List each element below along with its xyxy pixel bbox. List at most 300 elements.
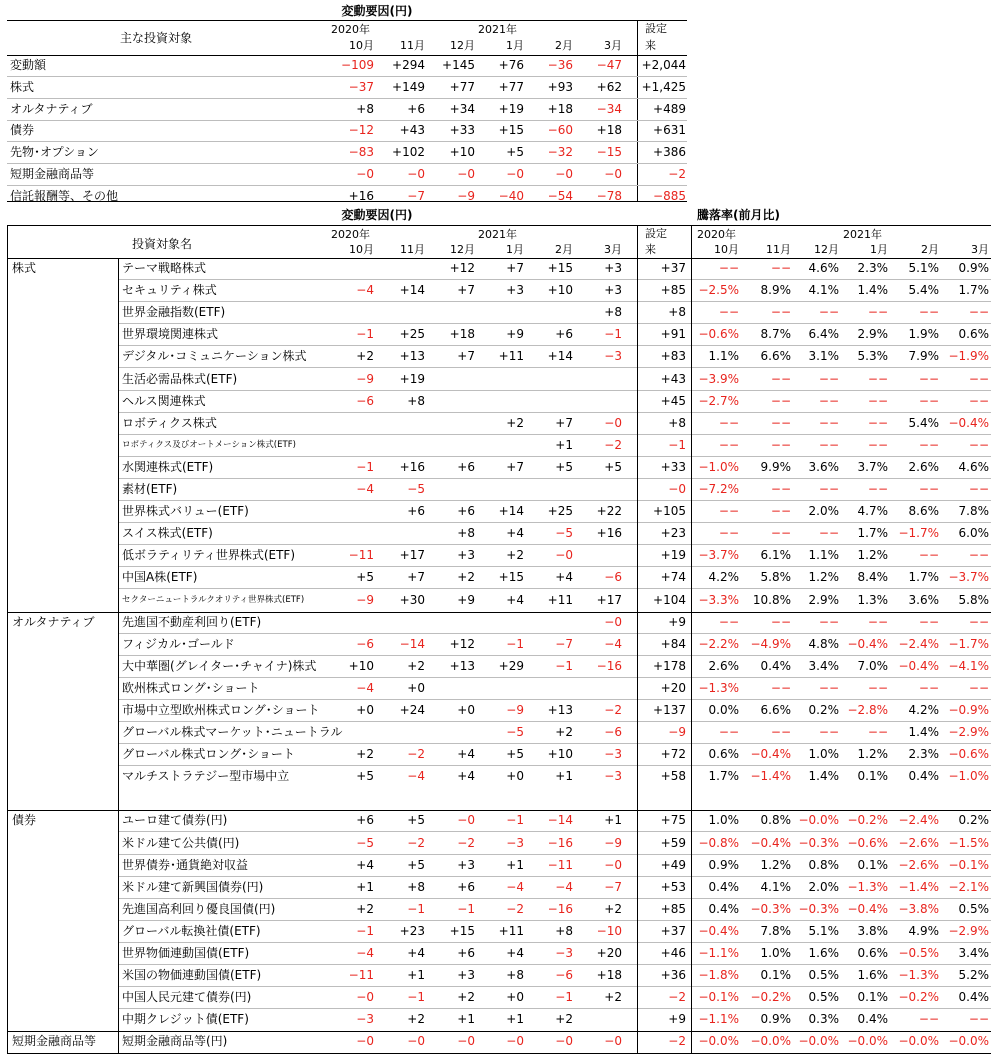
row-rule	[118, 633, 991, 634]
return-rate: −−	[718, 305, 739, 320]
summary-row-label: 債券	[10, 123, 35, 138]
variation-value: −4	[604, 636, 622, 651]
return-rate: −0.0%	[698, 1034, 739, 1049]
return-rate: 0.1%	[857, 990, 888, 1005]
return-rate: 1.7%	[857, 526, 888, 541]
return-rate: −0.3%	[798, 835, 839, 850]
variation-value: +17	[596, 592, 622, 607]
summary-value: +62	[596, 79, 622, 94]
investment-name: ロボティクス及びオートメーション株式(ETF)	[122, 439, 296, 450]
return-rate: 5.4%	[908, 283, 939, 298]
variation-value: −6	[356, 393, 374, 408]
variation-value: +10	[547, 747, 573, 762]
variation-value: −0	[457, 813, 475, 828]
return-rate: 2.3%	[857, 261, 888, 275]
row-rule	[118, 456, 991, 457]
summary-since-value: +1,425	[641, 79, 686, 94]
return-rate: −−	[770, 526, 791, 541]
variation-value: +23	[399, 923, 425, 938]
variation-value: +1	[506, 1012, 524, 1027]
since-inception-value: +36	[660, 968, 686, 983]
summary-value: −7	[407, 188, 425, 203]
variation-value: +2	[407, 1012, 425, 1027]
return-rate: −−	[968, 437, 989, 452]
variation-value: −11	[348, 968, 374, 983]
return-rate: −−	[770, 305, 791, 320]
investment-name: 先進国高利回り優良国債(円)	[122, 901, 276, 916]
summary-since-divider	[637, 20, 638, 202]
variation-value: +30	[399, 592, 425, 607]
return-rate: −1.8%	[698, 968, 739, 983]
variation-value: +20	[596, 946, 622, 960]
category-rule	[7, 612, 991, 613]
summary-row-label: 短期金融商品等	[10, 167, 95, 181]
rate-month-header: 12月	[814, 243, 839, 256]
variation-value: −2	[407, 747, 425, 762]
variation-value: −4	[356, 283, 374, 298]
row-rule	[118, 522, 991, 523]
row-rule	[118, 566, 991, 567]
return-rate: −0.0%	[798, 1034, 839, 1049]
variation-value: −1	[356, 327, 374, 342]
return-rate: −1.4%	[898, 879, 939, 894]
return-rate: −−	[867, 725, 888, 740]
return-rate: 1.0%	[808, 747, 839, 762]
detail-month-header: 2月	[555, 243, 573, 256]
summary-value: −0	[356, 167, 374, 181]
summary-month-header: 11月	[400, 39, 425, 52]
return-rate: 4.1%	[760, 879, 791, 894]
return-rate: 2.0%	[808, 879, 839, 894]
variation-value: −14	[399, 636, 425, 651]
variation-value: −5	[356, 835, 374, 850]
return-rate: 0.3%	[808, 1012, 839, 1027]
return-rate: −−	[867, 680, 888, 695]
return-rate: −0.3%	[750, 901, 791, 916]
return-rate: −1.3%	[898, 968, 939, 983]
return-rate: −−	[818, 680, 839, 695]
return-rate: −2.4%	[898, 636, 939, 651]
detail-name-divider	[118, 258, 119, 1053]
investment-name: グローバル株式マーケット･ニュートラル	[122, 725, 343, 740]
since-inception-value: −2	[668, 990, 686, 1005]
return-rate: −0.4%	[750, 747, 791, 762]
variation-value: +7	[506, 459, 524, 474]
since-inception-value: +59	[660, 835, 686, 850]
return-rate: −−	[770, 261, 791, 275]
return-rate: 3.6%	[808, 459, 839, 474]
return-rate: −−	[867, 437, 888, 452]
return-rate: −2.8%	[847, 703, 888, 717]
variation-value: +6	[407, 504, 425, 519]
return-rate: 7.8%	[958, 504, 989, 519]
variation-value: +1	[555, 769, 573, 784]
variation-value: −0	[506, 1034, 524, 1049]
summary-bottom-rule	[7, 201, 687, 202]
variation-value: −0	[555, 1034, 573, 1049]
return-rate: 0.5%	[808, 968, 839, 983]
category-label: オルタナティブ	[12, 614, 95, 629]
row-rule	[118, 942, 991, 943]
summary-header-bottom-rule	[7, 55, 687, 56]
return-rate: −−	[770, 482, 791, 496]
since-inception-value: +91	[660, 327, 686, 342]
variation-value: +5	[604, 459, 622, 474]
return-rate: −−	[718, 504, 739, 519]
return-rate: −−	[818, 305, 839, 320]
summary-row-rule	[7, 185, 687, 186]
investment-name: セクターニュートラルクオリティ世界株式(ETF)	[122, 594, 305, 605]
return-rate: −−	[867, 614, 888, 629]
investment-name: セキュリティ株式	[122, 283, 217, 298]
row-rule	[118, 699, 991, 700]
summary-value: +8	[356, 101, 374, 116]
summary-since-value: +489	[653, 101, 686, 116]
variation-value: +6	[457, 946, 475, 960]
return-rate: −−	[918, 371, 939, 386]
variation-value: +3	[604, 283, 622, 298]
variation-value: −4	[506, 879, 524, 894]
variation-value: +8	[604, 305, 622, 320]
return-rate: −2.9%	[948, 923, 989, 938]
return-rate: 1.2%	[760, 857, 791, 872]
variation-value: +2	[506, 415, 524, 430]
variation-value: +4	[457, 769, 475, 784]
return-rate: 6.1%	[760, 548, 791, 563]
detail-title: 変動要因(円)	[341, 208, 413, 222]
variation-value: −3	[356, 1012, 374, 1027]
variation-value: +3	[457, 857, 475, 872]
return-rate: −3.9%	[698, 371, 739, 386]
variation-value: −0	[457, 1034, 475, 1049]
since-inception-value: +23	[660, 526, 686, 541]
variation-value: −0	[604, 857, 622, 872]
variation-value: −9	[356, 592, 374, 607]
summary-since-value: +386	[653, 145, 686, 160]
return-rate: 0.4%	[760, 658, 791, 673]
summary-row-label: 信託報酬等、その他	[10, 188, 119, 203]
summary-value: +77	[449, 79, 475, 94]
return-rate: 0.0%	[708, 703, 739, 717]
return-rate: 1.1%	[708, 349, 739, 364]
return-rate: −1.1%	[698, 1012, 739, 1027]
summary-since-value: −885	[653, 188, 686, 203]
variation-value: +7	[457, 349, 475, 364]
summary-value: +18	[596, 123, 622, 138]
return-rate: 1.9%	[908, 327, 939, 342]
return-rate: −0.2%	[847, 813, 888, 828]
return-rate: −−	[867, 393, 888, 408]
return-rate: 3.8%	[857, 923, 888, 938]
investment-name: 短期金融商品等(円)	[122, 1034, 228, 1049]
investment-name: 中国人民元建て債券(円)	[122, 990, 252, 1005]
return-rate: 9.9%	[760, 459, 791, 474]
return-rate: −1.4%	[750, 769, 791, 784]
row-rule	[118, 721, 991, 722]
variation-value: +3	[604, 261, 622, 275]
since-inception-value: +85	[660, 283, 686, 298]
row-rule	[118, 986, 991, 987]
row-rule	[118, 500, 991, 501]
investment-name: 水関連株式(ETF)	[122, 459, 214, 474]
rate-year-2021: 2021年	[843, 228, 882, 241]
rate-divider	[691, 225, 692, 1053]
return-rate: 3.4%	[808, 658, 839, 673]
detail-category-divider	[7, 225, 8, 1053]
summary-value: −0	[506, 167, 524, 181]
return-rate: −3.7%	[948, 570, 989, 585]
rate-month-header: 10月	[714, 243, 739, 256]
summary-year-2021: 2021年	[478, 23, 517, 36]
return-rate: −−	[818, 725, 839, 740]
since-inception-value: +37	[660, 261, 686, 275]
summary-value: +19	[498, 101, 524, 116]
variation-value: −2	[457, 835, 475, 850]
return-rate: −3.3%	[698, 592, 739, 607]
return-rate: −0.4%	[847, 636, 888, 651]
summary-value: −60	[547, 123, 573, 138]
return-rate: −−	[918, 437, 939, 452]
investment-name: ユーロ建て債券(円)	[122, 813, 228, 828]
summary-month-header: 3月	[604, 39, 622, 52]
variation-value: −0	[604, 1034, 622, 1049]
detail-label-header: 投資対象名	[132, 237, 193, 251]
summary-value: −109	[341, 58, 374, 72]
investment-name: 世界株式バリュー(ETF)	[122, 504, 249, 519]
rate-month-header: 1月	[870, 243, 888, 256]
summary-value: −78	[596, 188, 622, 203]
return-rate: −1.5%	[948, 835, 989, 850]
summary-value: +294	[392, 58, 425, 72]
summary-row-rule	[7, 76, 687, 77]
summary-row-label: 先物･オプション	[10, 145, 99, 160]
return-rate: 5.8%	[760, 570, 791, 585]
return-rate: −3.8%	[898, 901, 939, 916]
summary-value: −0	[457, 167, 475, 181]
variation-value: +22	[596, 504, 622, 519]
return-rate: −−	[968, 482, 989, 496]
investment-name: 欧州株式ロング･ショート	[122, 680, 260, 695]
return-rate: 8.4%	[857, 570, 888, 585]
variation-value: +1	[407, 968, 425, 983]
since-inception-value: +85	[660, 901, 686, 916]
variation-value: +11	[498, 349, 524, 364]
return-rate: 0.8%	[760, 813, 791, 828]
detail-month-header: 1月	[506, 243, 524, 256]
variation-value: +7	[457, 283, 475, 298]
since-inception-value: +83	[660, 349, 686, 364]
investment-name: ロボティクス株式	[122, 415, 217, 430]
summary-value: −47	[596, 58, 622, 72]
return-rate: −−	[968, 393, 989, 408]
variation-value: +2	[407, 658, 425, 673]
return-rate: 4.2%	[708, 570, 739, 585]
variation-value: +4	[506, 526, 524, 541]
return-rate: −−	[770, 437, 791, 452]
variation-value: +0	[407, 680, 425, 695]
variation-value: +0	[506, 990, 524, 1005]
row-rule	[118, 920, 991, 921]
return-rate: −−	[918, 614, 939, 629]
detail-since-header: 設定	[645, 227, 667, 240]
detail-since-header: 来	[645, 243, 656, 256]
return-rate: 1.3%	[857, 592, 888, 607]
summary-value: −40	[498, 188, 524, 203]
variation-value: +2	[555, 725, 573, 740]
investment-name: 世界環境関連株式	[122, 327, 219, 342]
summary-value: −83	[348, 145, 374, 160]
variation-value: +29	[498, 658, 524, 673]
variation-value: +11	[547, 592, 573, 607]
return-rate: −0.8%	[698, 835, 739, 850]
variation-value: +1	[555, 437, 573, 452]
detail-year-2021: 2021年	[478, 228, 517, 241]
variation-value: −1	[506, 636, 524, 651]
return-rate: 1.6%	[857, 968, 888, 983]
investment-name: 世界物価連動国債(ETF)	[122, 946, 250, 960]
investment-name: テーマ戦略株式	[122, 261, 207, 275]
detail-month-header: 12月	[450, 243, 475, 256]
return-rate: 0.1%	[857, 769, 888, 784]
return-rate: −−	[818, 614, 839, 629]
row-rule	[118, 854, 991, 855]
return-rate: 5.3%	[857, 349, 888, 364]
return-rate: 1.4%	[857, 283, 888, 298]
summary-value: +10	[449, 145, 475, 160]
return-rate: −−	[770, 614, 791, 629]
return-rate: 0.2%	[958, 813, 989, 828]
variation-value: +6	[457, 879, 475, 894]
summary-since-value: −2	[668, 167, 686, 181]
summary-value: +33	[449, 123, 475, 138]
return-rate: −−	[718, 725, 739, 740]
return-rate: −−	[968, 614, 989, 629]
variation-value: −11	[348, 548, 374, 563]
return-rate: 4.6%	[808, 261, 839, 275]
return-rate: −−	[918, 680, 939, 695]
return-rate: −1.3%	[698, 680, 739, 695]
summary-value: +43	[399, 123, 425, 138]
return-rate: −−	[818, 371, 839, 386]
return-rate: −−	[968, 680, 989, 695]
variation-value: +5	[506, 747, 524, 762]
variation-value: +10	[547, 283, 573, 298]
return-rate: 6.4%	[808, 327, 839, 342]
return-rate: −0.0%	[750, 1034, 791, 1049]
return-rate: −−	[718, 415, 739, 430]
variation-value: +13	[449, 658, 475, 673]
variation-value: −14	[547, 813, 573, 828]
return-rate: −1.1%	[698, 946, 739, 960]
return-rate: −2.6%	[898, 835, 939, 850]
variation-value: +2	[604, 901, 622, 916]
return-rate: −0.0%	[798, 813, 839, 828]
rate-month-header: 11月	[766, 243, 791, 256]
return-rate: 2.0%	[808, 504, 839, 519]
summary-row-label: 変動額	[10, 58, 47, 72]
investment-name: 大中華圏(グレイター･チャイナ)株式	[122, 658, 317, 673]
summary-value: −34	[596, 101, 622, 116]
variation-value: −3	[604, 747, 622, 762]
return-rate: 1.7%	[958, 283, 989, 298]
return-rate: 3.6%	[908, 592, 939, 607]
investment-name: 素材(ETF)	[122, 482, 178, 496]
variation-value: −3	[555, 946, 573, 960]
since-inception-value: +74	[660, 570, 686, 585]
summary-month-header: 1月	[506, 39, 524, 52]
variation-value: +8	[407, 393, 425, 408]
return-rate: −3.7%	[698, 548, 739, 563]
variation-value: +2	[356, 349, 374, 364]
since-inception-value: +33	[660, 459, 686, 474]
return-rate: −−	[770, 371, 791, 386]
summary-value: +6	[407, 101, 425, 116]
return-rate: −0.3%	[798, 901, 839, 916]
return-rate: −−	[770, 680, 791, 695]
variation-value: +25	[547, 504, 573, 519]
variation-value: −1	[356, 923, 374, 938]
return-rate: 6.6%	[760, 703, 791, 717]
variation-value: −1	[555, 990, 573, 1005]
variation-value: +11	[498, 923, 524, 938]
variation-value: −10	[596, 923, 622, 938]
summary-value: +102	[392, 145, 425, 160]
return-rate: 0.4%	[708, 879, 739, 894]
return-rate: 1.2%	[857, 747, 888, 762]
return-rate: −−	[918, 305, 939, 320]
investment-name: 世界金融指数(ETF)	[122, 305, 226, 320]
return-rate: −0.2%	[750, 990, 791, 1005]
variation-value: +8	[407, 879, 425, 894]
return-rate: −2.6%	[898, 857, 939, 872]
variation-value: +5	[407, 857, 425, 872]
variation-value: +1	[356, 879, 374, 894]
return-rate: 8.9%	[760, 283, 791, 298]
row-rule	[118, 478, 991, 479]
rate-title: 騰落率(前月比)	[697, 208, 780, 222]
variation-value: −9	[506, 703, 524, 717]
summary-value: −0	[604, 167, 622, 181]
return-rate: 3.7%	[857, 459, 888, 474]
return-rate: 0.4%	[857, 1012, 888, 1027]
investment-name: 中国A株(ETF)	[122, 570, 198, 585]
return-rate: 2.3%	[908, 747, 939, 762]
return-rate: 5.1%	[808, 923, 839, 938]
return-rate: −0.1%	[948, 857, 989, 872]
variation-value: −0	[356, 1034, 374, 1049]
variation-value: +6	[457, 459, 475, 474]
return-rate: −0.0%	[847, 1034, 888, 1049]
variation-value: +4	[457, 747, 475, 762]
summary-value: +76	[498, 58, 524, 72]
since-inception-value: +20	[660, 680, 686, 695]
return-rate: −2.9%	[948, 725, 989, 740]
summary-row-rule	[7, 141, 687, 142]
return-rate: 7.0%	[857, 658, 888, 673]
variation-value: −4	[356, 946, 374, 960]
since-inception-value: −2	[668, 1034, 686, 1049]
return-rate: −−	[818, 482, 839, 496]
variation-value: −3	[604, 349, 622, 364]
return-rate: 0.9%	[760, 1012, 791, 1027]
investment-name: スイス株式(ETF)	[122, 526, 213, 541]
return-rate: −−	[770, 393, 791, 408]
variation-value: −3	[604, 769, 622, 784]
return-rate: −0.6%	[847, 835, 888, 850]
return-rate: 1.7%	[708, 769, 739, 784]
return-rate: 6.6%	[760, 349, 791, 364]
variation-value: −4	[356, 680, 374, 695]
